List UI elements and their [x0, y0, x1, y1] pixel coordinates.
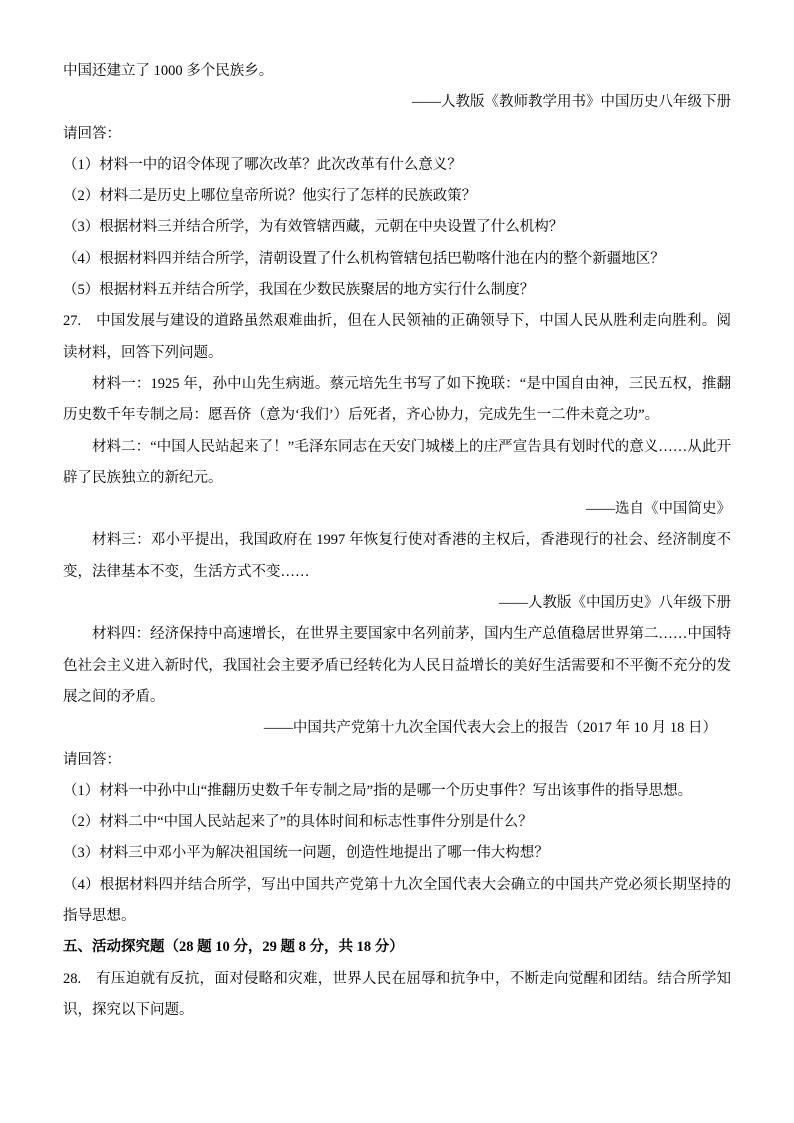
question-27-intro: 27. 中国发展与建设的道路虽然艰难曲折，但在人民领袖的正确领导下，中国人民从胜利走向胜利。阅读材料，回答下列问题。 — [63, 313, 731, 361]
source-attribution-china-history-grade8: ——人教版《中国历史》八年级下册 — [499, 595, 731, 612]
question-26-part-4: （4）根据材料四并结合所学，清朝设置了什么机构管辖包括巴勒喀什池在内的整个新疆地区？ — [63, 250, 665, 267]
section-five-heading: 五、活动探究题（28 题 10 分，29 题 8 分，共 18 分） — [63, 939, 404, 956]
source-attribution-china-brief-history: ——选自《中国简史》 — [586, 501, 731, 518]
source-attribution-teachers-book: ——人教版《教师教学用书》中国历史八年级下册 — [412, 94, 731, 111]
material-four: 材料四：经济保持中高速增长，在世界主要国家中名列前茅，国内生产总值稳居世界第二……中国特色社会主义进入新时代，我国社会主要矛盾已经转化为人民日益增长的美好生活需要和不平衡不充分的发展之间的矛盾。 — [63, 626, 731, 705]
material-three: 材料三：邓小平提出，我国政府在 1997 年恢复行使对香港的主权后，香港现行的社会、经济制度不变，法律基本不变，生活方式不变…… — [63, 532, 731, 580]
answer-prompt: 请回答： — [63, 125, 121, 142]
material-five-continuation: 中国还建立了 1000 多个民族乡。 — [63, 63, 274, 79]
source-attribution-19th-congress-report: ——中国共产党第十九次全国代表大会上的报告（2017 年 10 月 18 日） — [263, 720, 717, 737]
material-one: 材料一：1925 年，孙中山先生病逝。蔡元培先生书写了如下挽联：“是中国自由神，三民五权，推翻历史数千年专制之局：愿吾侪（意为‘我们’）后死者，齐心协力，完成先生一二件未竟之功”。 — [63, 375, 731, 424]
question-28-intro: 28. 有压迫就有反抗，面对侵略和灾难，世界人民在屈辱和抗争中，不断走向觉醒和团结。结合所学知识，探究以下问题。 — [63, 970, 731, 1018]
question-27-part-2: （2）材料二中“中国人民站起来了”的具体时间和标志性事件分别是什么？ — [63, 814, 533, 831]
question-27-part-3: （3）材料三中邓小平为解决祖国统一问题，创造性地提出了哪一伟大构想？ — [63, 845, 549, 862]
question-27-part-4: （4）根据材料四并结合所学，写出中国共产党第十九次全国代表大会确立的中国共产党必须长期坚持的指导思想。 — [63, 876, 731, 925]
question-27-part-1: （1）材料一中孙中山“推翻历史数千年专制之局”指的是哪一个历史事件？写出该事件的指导思想。 — [63, 782, 693, 799]
question-26-part-1: （1）材料一中的诏令体现了哪次改革？此次改革有什么意义？ — [63, 156, 462, 173]
question-26-part-5: （5）根据材料五并结合所学，我国在少数民族聚居的地方实行什么制度？ — [63, 282, 535, 299]
material-two: 材料二：“中国人民站起来了！”毛泽东同志在天安门城楼上的庄严宣告具有划时代的意义……从此开辟了民族独立的新纪元。 — [63, 438, 731, 486]
question-26-part-3: （3）根据材料三并结合所学，为有效管辖西藏，元朝在中央设置了什么机构？ — [63, 219, 564, 236]
answer-prompt: 请回答： — [63, 751, 121, 768]
question-26-part-2: （2）材料二是历史上哪位皇帝所说？他实行了怎样的民族政策？ — [63, 188, 477, 205]
